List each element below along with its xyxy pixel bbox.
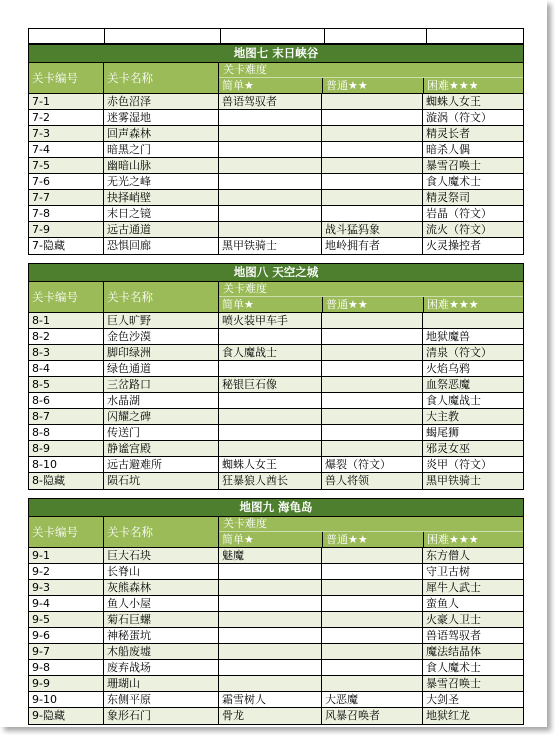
section-gap	[28, 255, 524, 263]
hard-boss-cell: 地狱红龙	[426, 709, 470, 722]
level-id-cell: 8-9	[29, 441, 104, 456]
hard-boss-cell: 食人魔战士	[426, 394, 481, 407]
header-easy: 简单★	[222, 79, 254, 92]
column-header-row	[29, 63, 523, 94]
easy-boss-cell	[219, 628, 322, 643]
level-id-cell: 8-5	[29, 377, 104, 392]
header-difficulty: 关卡难度	[219, 517, 523, 532]
table-row	[29, 409, 523, 425]
header-level-id: 关卡编号	[29, 282, 104, 312]
header-hard: 困难★★★	[423, 297, 523, 312]
normal-boss-cell	[322, 612, 423, 627]
hard-boss-cell	[423, 313, 523, 328]
level-id-cell: 8-7	[29, 409, 104, 424]
level-id-cell: 9-8	[29, 660, 104, 675]
level-id-cell: 7-4	[29, 142, 104, 157]
table-row	[29, 142, 523, 158]
blank-cell	[221, 29, 325, 43]
normal-boss-cell: 风暴召唤者	[322, 708, 423, 724]
level-id-cell: 9-2	[29, 564, 104, 579]
normal-boss-cell	[322, 441, 423, 456]
header-level-id: 关卡编号	[29, 63, 104, 93]
header-difficulty-group	[219, 282, 523, 312]
level-id-cell: 7-5	[29, 158, 104, 173]
level-name-cell: 暗黑之门	[104, 142, 219, 157]
hard-boss-cell: 蜘蛛人女王	[426, 95, 481, 108]
header-easy: 简单★	[222, 298, 254, 311]
level-name-cell: 象形石门	[104, 708, 219, 724]
hard-boss-cell: 清泉（符文）	[426, 346, 492, 359]
blank-cell	[28, 29, 105, 43]
level-id-cell: 9-6	[29, 628, 104, 643]
level-id-cell: 7-隐藏	[29, 238, 104, 254]
table-row	[29, 457, 523, 473]
table-row	[29, 612, 523, 628]
blank-cell	[105, 29, 221, 43]
normal-boss-cell	[322, 548, 423, 563]
header-hard: 困难★★★	[423, 532, 523, 547]
normal-boss-cell	[322, 425, 423, 440]
normal-boss-cell	[322, 142, 423, 157]
easy-boss-cell: 霜雪树人	[219, 692, 322, 707]
level-name-cell: 长脊山	[104, 564, 219, 579]
level-name-cell: 巨大石块	[104, 548, 219, 563]
level-id-cell: 8-3	[29, 345, 104, 360]
normal-boss-cell	[322, 564, 423, 579]
level-id-cell: 7-3	[29, 126, 104, 141]
level-name-cell: 巨人旷野	[104, 313, 219, 328]
map-section	[28, 263, 524, 490]
level-name-cell: 东侧平原	[104, 692, 219, 707]
table-row	[29, 110, 523, 126]
column-header-row	[29, 282, 523, 313]
header-level-id: 关卡编号	[29, 517, 104, 547]
level-name-cell: 恐惧回廊	[104, 238, 219, 254]
normal-boss-cell	[322, 329, 423, 344]
blank-cell	[427, 29, 524, 43]
hard-boss-cell: 漩涡（符文）	[426, 111, 492, 124]
easy-boss-cell	[219, 126, 322, 141]
level-id-cell: 9-1	[29, 548, 104, 563]
level-id-cell: 8-2	[29, 329, 104, 344]
normal-boss-cell: 兽人将领	[322, 473, 423, 489]
level-id-cell: 8-1	[29, 313, 104, 328]
table-row	[29, 238, 523, 254]
normal-boss-cell	[322, 345, 423, 360]
level-name-cell: 传送门	[104, 425, 219, 440]
hard-boss-cell: 流火（符文）	[426, 223, 492, 236]
easy-boss-cell	[219, 660, 322, 675]
easy-boss-cell	[219, 222, 322, 237]
level-id-cell: 8-8	[29, 425, 104, 440]
level-name-cell: 绿色通道	[104, 361, 219, 376]
hard-boss-cell: 魔法结晶体	[426, 645, 481, 658]
table-row	[29, 361, 523, 377]
level-id-cell: 9-隐藏	[29, 708, 104, 724]
table-row	[29, 393, 523, 409]
easy-boss-cell	[219, 441, 322, 456]
easy-boss-cell: 魅魔	[219, 548, 322, 563]
header-normal: 普通★★	[322, 78, 423, 93]
normal-boss-cell	[322, 580, 423, 595]
easy-boss-cell: 喷火装甲车手	[219, 313, 322, 328]
easy-boss-cell: 狂暴狼人酋长	[219, 473, 322, 489]
table-row	[29, 580, 523, 596]
easy-boss-cell	[219, 142, 322, 157]
map-title: 地图九 海龟岛	[29, 499, 523, 517]
hard-boss-cell: 蝎尾狮	[426, 426, 459, 439]
hard-boss-cell: 精灵长者	[426, 127, 470, 140]
normal-boss-cell: 地岭拥有者	[322, 238, 423, 254]
easy-boss-cell	[219, 206, 322, 221]
header-level-name: 关卡名称	[104, 63, 219, 93]
hard-boss-cell: 食人魔术士	[426, 175, 481, 188]
level-name-cell: 回声森林	[104, 126, 219, 141]
table-row	[29, 313, 523, 329]
level-id-cell: 7-8	[29, 206, 104, 221]
header-difficulty-levels	[219, 78, 523, 93]
normal-boss-cell	[322, 628, 423, 643]
blank-cell	[325, 29, 427, 43]
level-id-cell: 8-隐藏	[29, 473, 104, 489]
hard-boss-cell: 邪灵女巫	[426, 442, 470, 455]
table-row	[29, 676, 523, 692]
header-difficulty: 关卡难度	[219, 282, 523, 297]
level-name-cell: 木船废墟	[104, 644, 219, 659]
hard-boss-cell: 犀牛人武士	[426, 581, 481, 594]
level-name-cell: 无光之峰	[104, 174, 219, 189]
easy-boss-cell	[219, 393, 322, 408]
easy-boss-cell	[219, 174, 322, 189]
easy-boss-cell	[219, 676, 322, 691]
level-name-cell: 幽暗山脉	[104, 158, 219, 173]
hard-boss-cell: 血祭恶魔	[426, 378, 470, 391]
easy-boss-cell	[219, 644, 322, 659]
hard-boss-cell: 精灵祭司	[426, 191, 470, 204]
level-id-cell: 9-3	[29, 580, 104, 595]
easy-boss-cell: 骨龙	[219, 708, 322, 724]
level-id-cell: 9-10	[29, 692, 104, 707]
hard-boss-cell: 地狱魔兽	[426, 330, 470, 343]
hard-boss-cell: 炎甲（符文）	[426, 458, 492, 471]
header-difficulty-group	[219, 517, 523, 547]
table-row	[29, 94, 523, 110]
section-gap	[28, 490, 524, 498]
header-level-name: 关卡名称	[104, 517, 219, 547]
table-row	[29, 473, 523, 489]
level-name-cell: 菊石巨螺	[104, 612, 219, 627]
level-id-cell: 9-5	[29, 612, 104, 627]
easy-boss-cell	[219, 110, 322, 125]
level-name-cell: 抉择峭壁	[104, 190, 219, 205]
easy-boss-cell	[219, 158, 322, 173]
table-row	[29, 548, 523, 564]
header-difficulty-group	[219, 63, 523, 93]
hard-boss-cell: 兽语驾驭者	[426, 629, 481, 642]
easy-boss-cell	[219, 361, 322, 376]
normal-boss-cell	[322, 313, 423, 328]
easy-boss-cell	[219, 329, 322, 344]
level-name-cell: 闪耀之碑	[104, 409, 219, 424]
level-name-cell: 废弃战场	[104, 660, 219, 675]
level-name-cell: 金色沙漠	[104, 329, 219, 344]
hard-boss-cell: 岩晶（符文）	[426, 207, 492, 220]
map-section	[28, 498, 524, 725]
header-normal: 普通★★	[322, 297, 423, 312]
easy-boss-cell: 食人魔战士	[219, 345, 322, 360]
table-row	[29, 329, 523, 345]
level-name-cell: 远古避难所	[104, 457, 219, 472]
level-name-cell: 远古通道	[104, 222, 219, 237]
level-name-cell: 静谧宫殿	[104, 441, 219, 456]
hard-boss-cell: 食人魔术士	[426, 661, 481, 674]
easy-boss-cell: 秘银巨石像	[219, 377, 322, 392]
table-row	[29, 708, 523, 724]
level-id-cell: 7-2	[29, 110, 104, 125]
hard-boss-cell: 火焰乌鸦	[426, 362, 470, 375]
normal-boss-cell	[322, 110, 423, 125]
header-difficulty-levels	[219, 532, 523, 547]
normal-boss-cell	[322, 393, 423, 408]
level-name-cell: 迷雾湿地	[104, 110, 219, 125]
level-id-cell: 7-7	[29, 190, 104, 205]
level-name-cell: 灰熊森林	[104, 580, 219, 595]
hard-boss-cell: 大剑圣	[426, 693, 459, 706]
map-section	[28, 44, 524, 255]
normal-boss-cell	[322, 596, 423, 611]
level-id-cell: 8-4	[29, 361, 104, 376]
table-row	[29, 222, 523, 238]
hard-boss-cell: 蛮鱼人	[426, 597, 459, 610]
normal-boss-cell	[322, 190, 423, 205]
table-row	[29, 126, 523, 142]
level-id-cell: 9-7	[29, 644, 104, 659]
header-level-name: 关卡名称	[104, 282, 219, 312]
level-id-cell: 9-9	[29, 676, 104, 691]
normal-boss-cell	[322, 361, 423, 376]
level-name-cell: 三岔路口	[104, 377, 219, 392]
normal-boss-cell	[322, 206, 423, 221]
easy-boss-cell: 黑甲铁骑士	[219, 238, 322, 254]
hard-boss-cell: 暴雪召唤士	[426, 159, 481, 172]
normal-boss-cell	[322, 126, 423, 141]
table-row	[29, 441, 523, 457]
level-name-cell: 赤色沼泽	[104, 94, 219, 109]
map-title: 地图七 末日峡谷	[29, 45, 523, 63]
normal-boss-cell: 爆裂（符文）	[322, 457, 423, 472]
easy-boss-cell	[219, 612, 322, 627]
table-row	[29, 596, 523, 612]
level-id-cell: 9-4	[29, 596, 104, 611]
header-difficulty-levels	[219, 297, 523, 312]
hard-boss-cell: 守卫古树	[426, 565, 470, 578]
normal-boss-cell	[322, 409, 423, 424]
map-sections	[28, 44, 524, 725]
table-row	[29, 345, 523, 361]
table-row	[29, 425, 523, 441]
table-row	[29, 190, 523, 206]
table-row	[29, 206, 523, 222]
easy-boss-cell	[219, 190, 322, 205]
hard-boss-cell: 黑甲铁骑士	[426, 474, 481, 487]
hard-boss-cell: 火豪人卫士	[426, 613, 481, 626]
easy-boss-cell	[219, 596, 322, 611]
easy-boss-cell	[219, 425, 322, 440]
level-id-cell: 7-1	[29, 94, 104, 109]
table-row	[29, 660, 523, 676]
table-row	[29, 158, 523, 174]
normal-boss-cell: 战斗猛犸象	[322, 222, 423, 237]
normal-boss-cell	[322, 174, 423, 189]
header-hard: 困难★★★	[423, 78, 523, 93]
level-id-cell: 7-6	[29, 174, 104, 189]
level-name-cell: 神秘蛋坑	[104, 628, 219, 643]
level-id-cell: 7-9	[29, 222, 104, 237]
hard-boss-cell: 暴雪召唤士	[426, 677, 481, 690]
map-title: 地图八 天空之城	[29, 264, 523, 282]
header-difficulty: 关卡难度	[219, 63, 523, 78]
easy-boss-cell: 蜘蛛人女王	[219, 457, 322, 472]
level-id-cell: 8-10	[29, 457, 104, 472]
table-row	[29, 377, 523, 393]
hard-boss-cell: 大主教	[426, 410, 459, 423]
normal-boss-cell: 大恶魔	[322, 692, 423, 707]
hard-boss-cell: 东方僧人	[426, 549, 470, 562]
table-row	[29, 644, 523, 660]
level-name-cell: 水晶湖	[104, 393, 219, 408]
normal-boss-cell	[322, 158, 423, 173]
hard-boss-cell: 火灵操控者	[426, 239, 481, 252]
table-row	[29, 692, 523, 708]
easy-boss-cell	[219, 564, 322, 579]
header-normal: 普通★★	[322, 532, 423, 547]
header-easy: 简单★	[222, 533, 254, 546]
normal-boss-cell	[322, 377, 423, 392]
table-row	[29, 628, 523, 644]
normal-boss-cell	[322, 660, 423, 675]
level-id-cell: 8-6	[29, 393, 104, 408]
normal-boss-cell	[322, 644, 423, 659]
level-name-cell: 鱼人小屋	[104, 596, 219, 611]
level-name-cell: 脚印绿洲	[104, 345, 219, 360]
table-row	[29, 174, 523, 190]
level-name-cell: 陨石坑	[104, 473, 219, 489]
normal-boss-cell	[322, 94, 423, 109]
column-header-row	[29, 517, 523, 548]
table-row	[29, 564, 523, 580]
level-name-cell: 珊瑚山	[104, 676, 219, 691]
level-name-cell: 末日之镜	[104, 206, 219, 221]
normal-boss-cell	[322, 676, 423, 691]
blank-row	[28, 28, 524, 44]
level-table	[28, 28, 524, 725]
easy-boss-cell	[219, 580, 322, 595]
easy-boss-cell: 兽语驾驭者	[219, 94, 322, 109]
hard-boss-cell: 暗杀人偶	[426, 143, 470, 156]
easy-boss-cell	[219, 409, 322, 424]
